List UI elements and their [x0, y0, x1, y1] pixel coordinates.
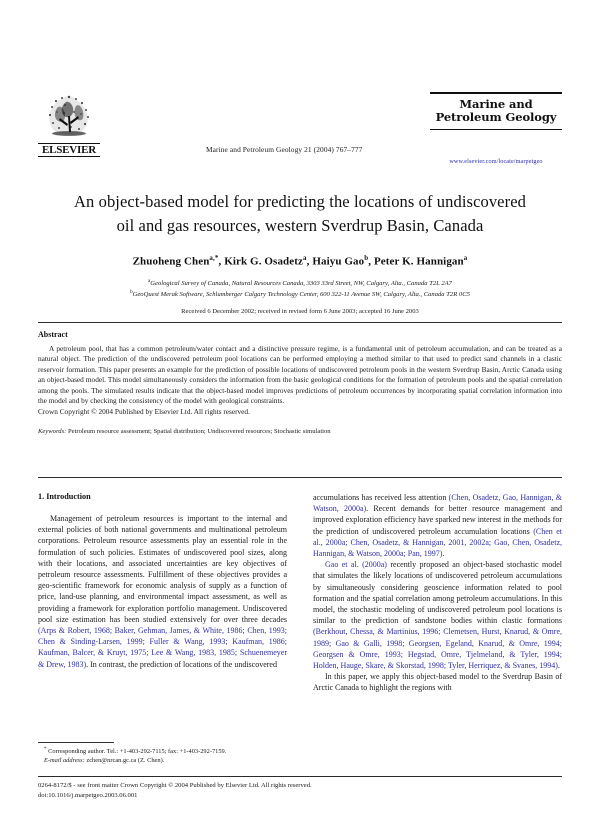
email-value[interactable]: zchen@nrcan.gc.ca (Z. Chen). — [86, 756, 165, 764]
email-label: E-mail address: — [44, 756, 85, 764]
journal-title-line2: Petroleum Geology — [435, 110, 557, 124]
citation-link[interactable]: (Arps & Robert, 1968; Baker, Gehman, James, & White, 1986; Chen, 1993; Chen & Sinding-Larsen, 1999; Fuller & Wang, 1993; Kaufman, 1986; Kaufman, Balcer, & Kruyt, 1975; Lee & Wang, 1983, 1985; Schuenemeyer & Drew, 1983) — [38, 626, 287, 669]
column-left — [38, 492, 287, 670]
author-name: Haiyu Gao — [312, 255, 365, 268]
citation-link[interactable]: Gao et al. (2000a) — [325, 560, 387, 570]
footnote-text: Corresponding author. Tel.: +1-403-292-7115; fax: +1-403-292-7159. — [48, 748, 227, 756]
imprint-line-issn: 0264-8172/$ - see front matter Crown Copyright © 2004 Published by Elsevier Ltd. All rights reserved. — [38, 782, 312, 789]
affiliation-b — [44, 288, 556, 300]
keywords-value: Petroleum resource assessment; Spatial distribution; Undiscovered resources; Stochastic simulation — [67, 427, 331, 435]
paragraph-right-2 — [313, 559, 562, 671]
article-history: Received 6 December 2002; received in revised form 6 June 2003; accepted 16 June 2003 — [181, 308, 419, 316]
author-name: Zhuoheng Chen — [132, 255, 210, 268]
paragraph-right-3: In this paper, we apply this object-based model to the Sverdrup Basin of Arctic Canada to highlight the regions with — [313, 672, 562, 693]
paragraph-text-tail: . — [442, 549, 445, 559]
author-name: Peter K. Hannigan — [373, 255, 464, 268]
abstract-rule-top — [38, 322, 562, 323]
paragraph-text: accumulations has received less attention — [313, 493, 449, 502]
abstract-copyright: Crown Copyright © 2004 Published by Elsevier Ltd. All rights reserved. — [38, 407, 250, 417]
paper-title-line1: An object-based model for predicting the locations of undiscovered — [74, 192, 526, 211]
affiliation-a-mark: a — [148, 278, 151, 284]
author-name: Kirk G. Osadetz — [224, 255, 303, 268]
paragraph-left-1 — [38, 513, 287, 670]
paragraph-text-tail: . In contrast, the prediction of locations of the undiscovered — [86, 659, 277, 669]
citation-link[interactable]: (Berkhout, Chessa, & Martinius, 1996; Clemetsen, Hurst, Knarud, & Omre, 1989; Gao & Galli, 1998; Georgsen, Egeland, Knarud, & Omre, 1994; Georgsen & Omre, 1993; Hegstad, Omre, Tjelmeland, & Tyler, 1994; Holden, Hauge, Skare, & Skorstad, 1998; Tyler, Herriquez, & Svanes, 1994) — [313, 627, 562, 671]
affiliation-a-text: Geological Survey of Canada, Natural Resources Canada, 3303 33rd Street, NW, Calgary, Alta., Canada T2L 2A7 — [150, 279, 452, 287]
author-affiliation-mark: b — [364, 254, 369, 262]
section-heading-introduction: 1. Introduction — [38, 492, 91, 501]
affiliation-list — [44, 277, 556, 301]
affiliation-a — [44, 277, 556, 289]
footnote-marker: * — [44, 747, 47, 752]
affiliation-b-mark: b — [130, 290, 133, 296]
footnote-email-line — [38, 757, 287, 766]
journal-homepage-link[interactable]: www.elsevier.com/locate/marpetgeo — [449, 158, 543, 165]
body-columns — [38, 492, 562, 772]
column-right — [313, 492, 562, 694]
abstract-rule-bottom — [38, 477, 562, 478]
imprint-rule — [38, 776, 562, 777]
elsevier-logo — [38, 92, 102, 157]
elsevier-wordmark: ELSEVIER — [38, 143, 100, 157]
paper-title-line2: oil and gas resources, western Sverdrup Basin, Canada — [116, 216, 484, 235]
author-affiliation-mark: a — [463, 254, 468, 262]
paragraph-text: recently proposed an object-based stochastic model that simulates the likely locations of undiscovered petroleum accumulations by simultaneously considering geoscience information related to pool formation and the spatial correlation among petroleum accumulations. In this model, the stochastic modeling of undiscovered petroleum pool locations is similar to the prediction of sandstone bodies within clastic formations — [313, 560, 562, 626]
imprint-block — [38, 781, 562, 800]
abstract-text: A petroleum pool, that has a common petroleum/water contact and a distinctive pressure regime, is a fundamental unit of petroleum accumulation, and can be treated as a natural object. The prediction of the undiscovered petroleum pool locations can be performed employing a method similar to that used to predict sand channels in a clastic reservoir formation. This paper presents an example for the prediction of possible locations of undiscovered petroleum pools in the western Sverdrup Basin, Arctic Canada using an object-based model. This model simultaneously considers the information from the basic geological conditions for the formation of petroleum pools and the spatial correlation among the pools. The simulated results indicate that the object-based model improves predictions of petroleum occurrences by incorporating spatial correlation information into the model and by checking the consistency of the model with geological constraints. — [38, 344, 562, 406]
title-block — [44, 190, 556, 315]
citation-link[interactable]: (Chen, Osadetz, Gao, Hannigan, & Watson, 2000a) — [313, 493, 563, 514]
footnote-contact-line — [38, 746, 287, 757]
imprint-line-doi[interactable]: doi:10.1016/j.marpetgeo.2003.06.001 — [38, 791, 138, 799]
author-affiliation-mark: a — [303, 254, 307, 262]
author-list: Zhuoheng Chen$^{a,*}$, Kirk G. Osadetz$^a$, Haiyu Gao$^b$, Peter K. Hannigan$^a$ — [132, 254, 468, 268]
abstract-section — [38, 330, 562, 436]
citation-link[interactable]: (Chen et al., 2000a; Chen, Osadetz, & Hannigan, 2001, 2002a; Gao, Chen, Osadetz, Hannigan, & Watson, 2000a; Pan, 1997) — [313, 526, 562, 559]
author-affiliation-mark: a,* — [209, 254, 219, 262]
elsevier-tree-icon — [38, 92, 100, 142]
masthead — [38, 92, 562, 170]
footnote-rule — [38, 742, 114, 743]
journal-masthead-box — [430, 92, 562, 130]
keywords-label: Keywords: — [38, 427, 67, 435]
paragraph-text: . Recent demands for better resource management and improved exploration efficiency have sparked new interest in the methods for the prediction of undiscovered petroleum accumulation locations — [313, 504, 562, 536]
paragraph-right-1 — [313, 492, 562, 559]
corresponding-author-footnote — [38, 742, 287, 765]
affiliation-b-text: GeoQuest Merak Software, Schlumberger Calgary Technology Center, 600 322-11 Avenue SW, Calgary, Alta., Canada T2R 0C5 — [132, 291, 470, 299]
journal-title-line1: Marine and — [459, 97, 533, 111]
abstract-heading: Abstract — [38, 330, 68, 339]
paragraph-text: Management of petroleum resources is important to the internal and external policies of both national governments and multinational petroleum corporations. Petroleum resource assessments play an essential role in the formulation of such policies. Estimates of undiscovered pool sizes, along with their locations, and associated uncertainties are key objectives of petroleum resource assessments. Fulfillment of these objectives provides a geo-scientific framework for economic analysis of supply as a function of price, land-use planning, and environmental impact assessment, as well as providing a framework for exploration portfolio management. Undiscovered pool size estimation has been studied extensively for over three decades — [38, 514, 287, 624]
masthead-rule-bottom — [430, 129, 562, 130]
paragraph-text-tail: . — [557, 661, 560, 671]
masthead-rule-top — [430, 92, 562, 94]
keywords — [38, 427, 562, 436]
journal-reference: Marine and Petroleum Geology 21 (2004) 767–777 — [206, 145, 363, 154]
page-title — [44, 190, 556, 238]
